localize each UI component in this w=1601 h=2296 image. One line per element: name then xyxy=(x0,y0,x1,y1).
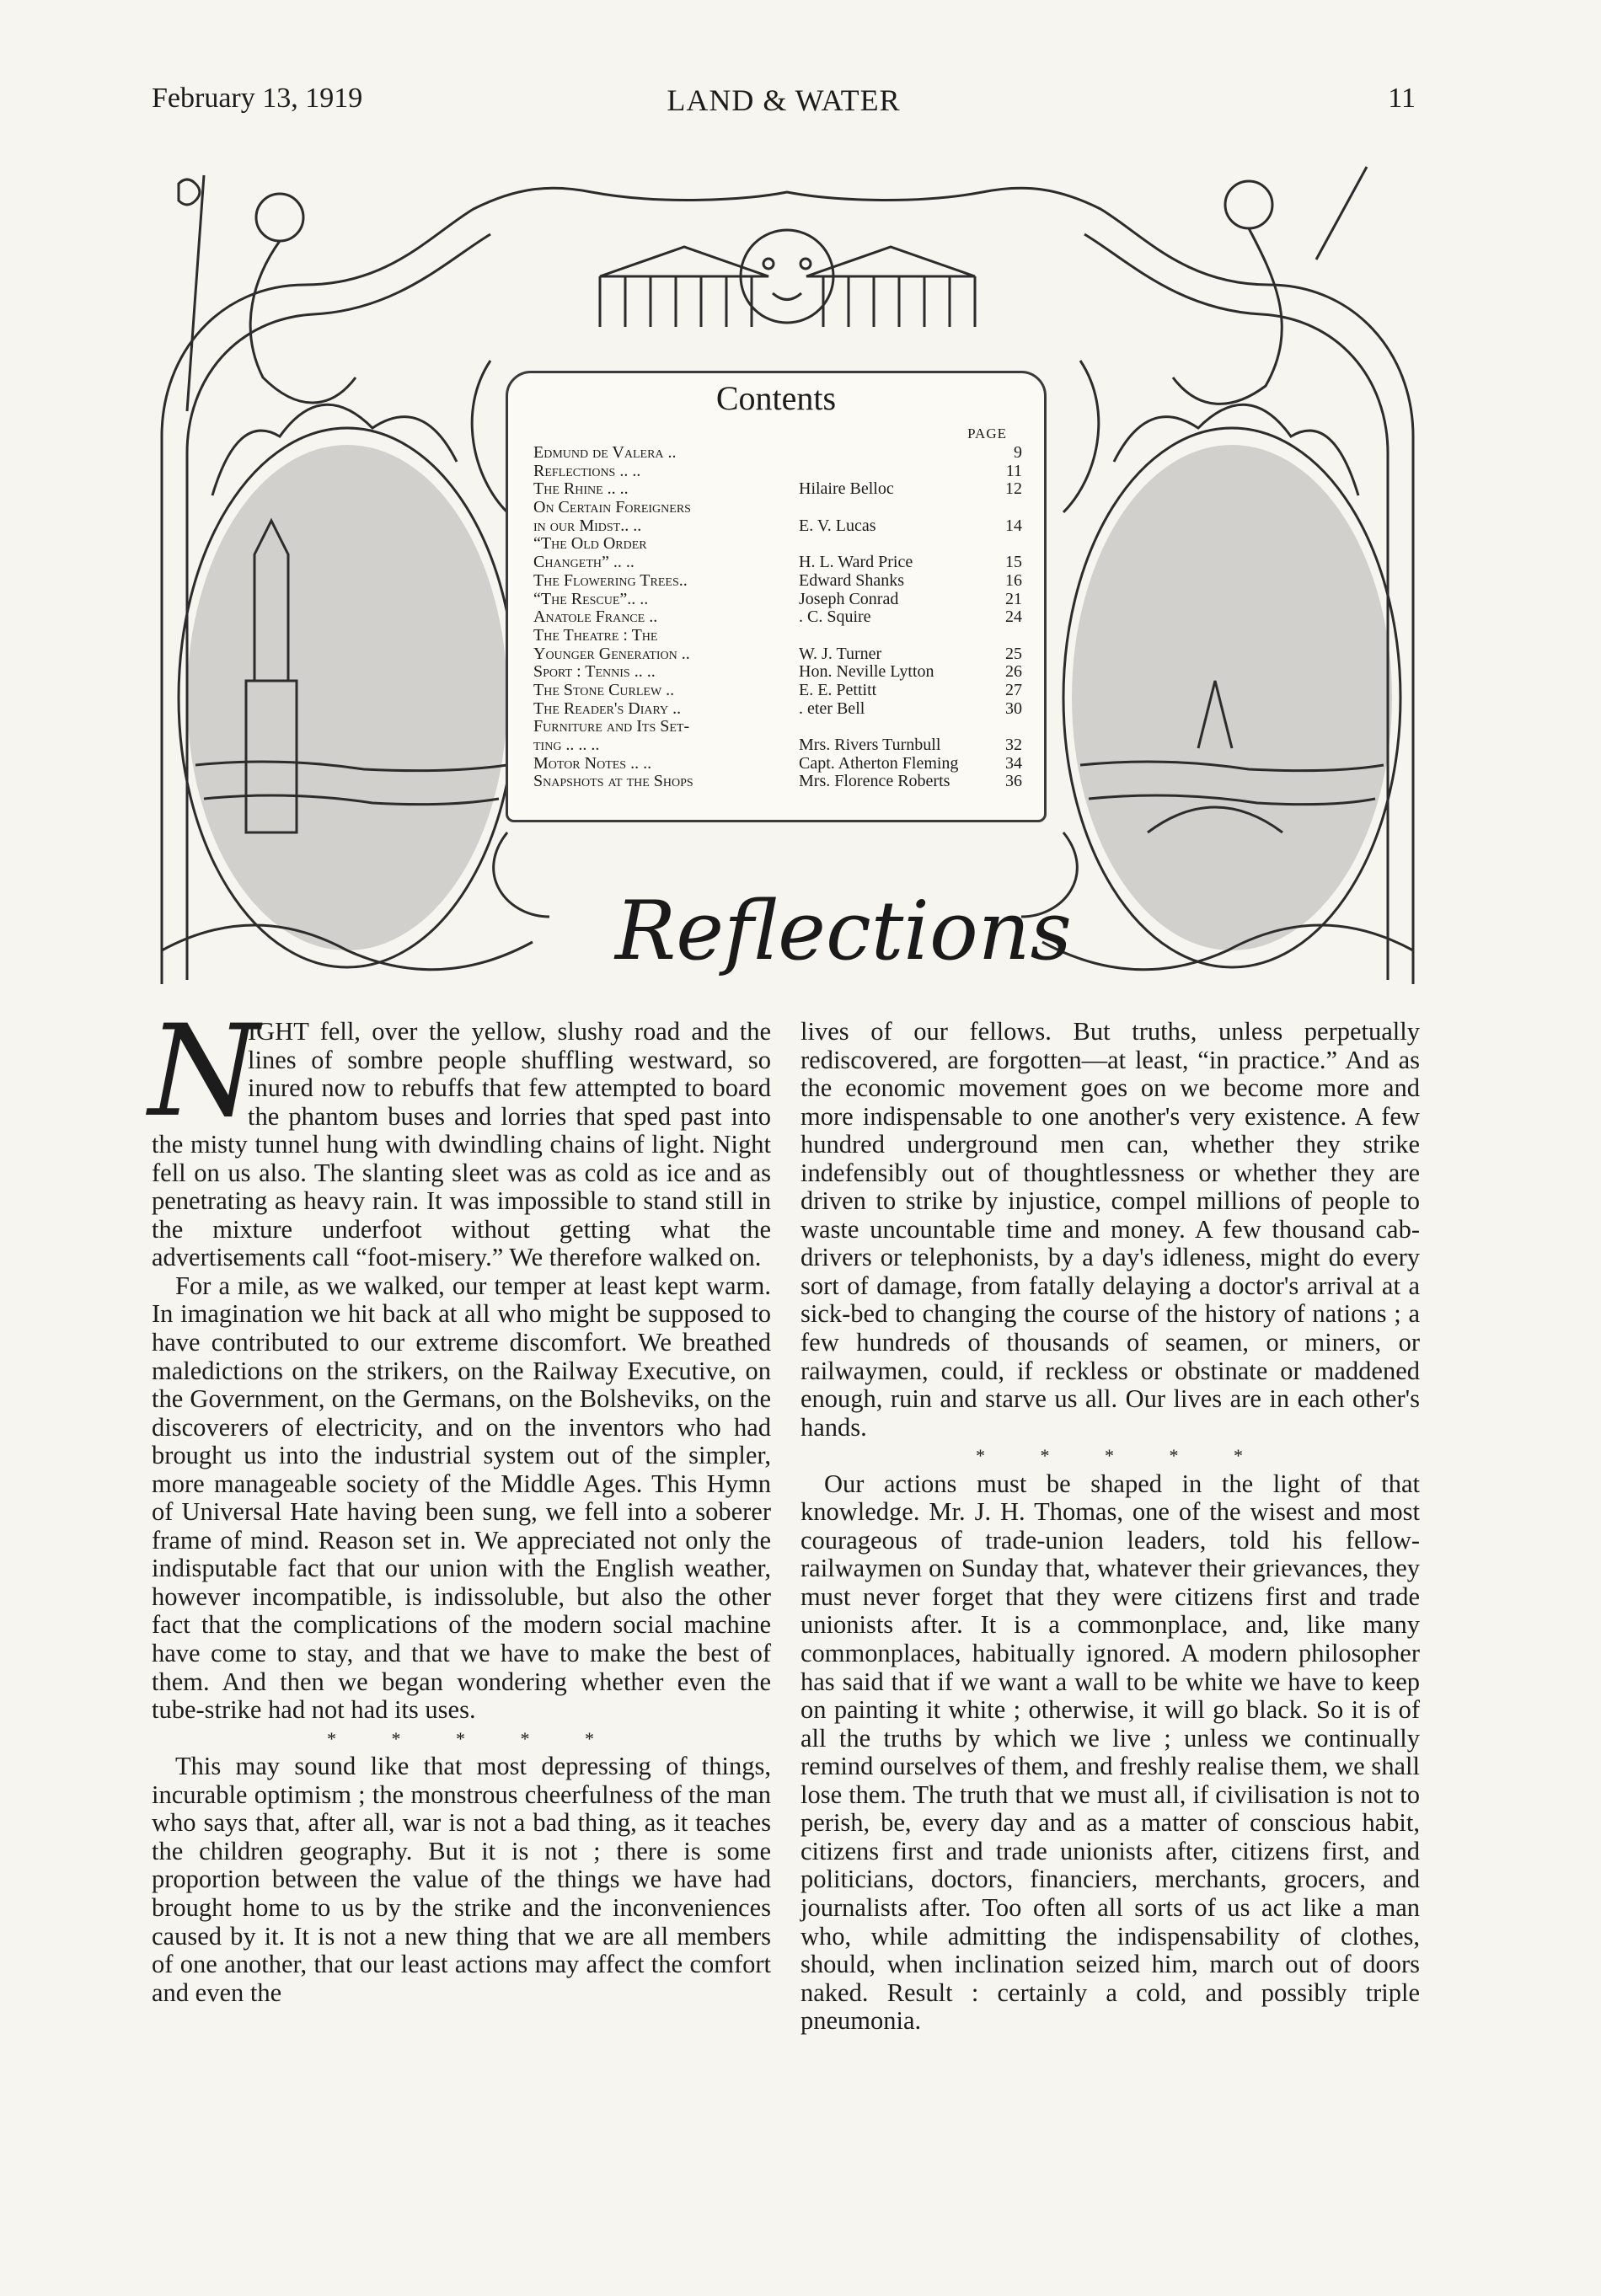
article-paragraph-2: For a mile, as we walked, our temper at least kept warm. In imagination we hit back at all who might be supposed to have contributed to our extreme discomfort. We breathed maledictions on the strikers, on the Railway Executive, on the Government, on the Germans, on the Bolsheviks, on the discoverers of electricity, and on the inventors who had brought us into the industrial system out of the simpler, more manageable society of the Middle Ages. This Hymn of Universal Hate having been sung, we fell into a soberer frame of mind. Reason set in. We appreciated not only the indisputable fact that our union with the English weather, however incompatible, is indissoluble, but also the other fact that the complications of the modern social machine have come to stay, and that we have to make the best of them. And then we began wondering whether even the tube-strike had not had its uses. xyxy=(152,1271,771,1725)
contents-entry-page: 34 xyxy=(1005,753,1022,773)
contents-entry-page xyxy=(997,535,1022,554)
contents-entry-title: ting .. .. .. xyxy=(533,736,600,754)
section-separator: * * * * * xyxy=(976,1445,1268,1467)
drop-cap: N xyxy=(148,998,260,1145)
contents-entry-title: Younger Generation .. xyxy=(533,645,690,663)
contents-entry-page: 11 xyxy=(1005,461,1022,480)
contents-list xyxy=(533,444,1022,791)
article-left-column xyxy=(148,998,771,2007)
contents-entry xyxy=(533,480,1022,499)
contents-entry-page: 21 xyxy=(1005,589,1022,608)
contents-entry xyxy=(533,554,1022,572)
contents-entry xyxy=(533,773,1022,791)
contents-entry xyxy=(533,499,1022,517)
contents-entry-author: H. L. Ward Price xyxy=(799,554,913,572)
contents-entry-title: The Theatre : The xyxy=(533,626,658,645)
contents-entry-author xyxy=(799,627,997,645)
contents-entry-page: 27 xyxy=(1005,680,1022,699)
article-right-column xyxy=(800,1018,1420,2036)
section-separator: * * * * * xyxy=(327,1727,619,1749)
contents-entry-page: 32 xyxy=(1005,736,1022,754)
page-number: 11 xyxy=(1388,83,1416,114)
article-paragraph-4: lives of our fellows. But truths, unless perpetually rediscovered, are forgotten—at least, “in practice.” And as the economic movement goes on we become more and more indispensable to one another's very existence. A few hundred underground men can, whether they strike indefensibly out of thoughtlessness or whether they are driven to strike by injustice, compel millions of people to waste uncountable time and money. A few thousand cab-drivers or telephonists, by a day's idleness, might do every sort of damage, from fatally delaying a doctor's arrival at a sick-bed to changing the course of the history of nations ; a few hundreds of thousands of seamen, or miners, or railwaymen, could, if reckless or obstinate or maddened enough, ruin and starve us all. Our lives are in each other's hands. xyxy=(800,1017,1420,1442)
contents-entry-page: 9 xyxy=(1014,443,1022,462)
contents-entry xyxy=(533,682,1022,700)
contents-entry-author: . C. Squire xyxy=(799,608,871,627)
contents-entry-title: Reflections .. .. xyxy=(533,462,641,480)
contents-entry-title: The Rhine .. .. xyxy=(533,480,629,499)
decorative-illustration xyxy=(153,158,1422,989)
contents-entry xyxy=(533,535,1022,554)
contents-entry-title: The Stone Curlew .. xyxy=(533,681,675,699)
contents-entry-page: 36 xyxy=(1005,772,1022,791)
contents-entry-title: Furniture and Its Set- xyxy=(533,718,690,736)
contents-panel xyxy=(506,371,1047,822)
contents-entry-page: 26 xyxy=(1005,662,1022,682)
contents-entry-author: E. V. Lucas xyxy=(799,516,876,535)
contents-entry-author xyxy=(799,463,997,481)
contents-entry-title: Snapshots at the Shops xyxy=(533,773,693,791)
contents-entry xyxy=(533,517,1022,536)
article-title: Reflections xyxy=(615,884,1072,978)
contents-entry xyxy=(533,444,1022,463)
contents-entry-page xyxy=(997,718,1022,736)
contents-title: Contents xyxy=(715,379,837,417)
contents-entry-author xyxy=(799,535,997,554)
contents-entry-author: Mrs. Rivers Turnbull xyxy=(799,736,941,754)
contents-entry-author: . eter Bell xyxy=(799,699,865,718)
contents-entry-title: Motor Notes .. .. xyxy=(533,754,652,773)
article-paragraph-5: Our actions must be shaped in the light of that knowledge. Mr. J. H. Thomas, one of the wisest and most courageous of trade-union leaders, told his fellow-railwaymen on Sunday that, whatever their grievances, they must never forget that they were citizens first and trade unionists after. It is a commonplace, and, like many commonplaces, habitually ignored. A modern philosopher has said that if we want a wall to be white we have to keep on painting it white ; otherwise, it will go black. So it is of all the truths by which we live ; unless we continually remind ourselves of them, and freshly realise them, we shall lose them. The truth that we must all, if civilisation is not to perish, be, every day and as a matter of conscious habit, citizens first and trade unionists after, citizens first, and politicians, doctors, financiers, merchants, grocers, and journalists after. Too often all sorts of us act like a man who, while admitting the indispensability of clothes, should, when inclination seized him, march out of doors naked. Result : certainly a cold, and possibly triple pneumonia. xyxy=(800,1469,1420,2036)
contents-entry-page: 24 xyxy=(1005,607,1022,627)
contents-entry-author: Capt. Atherton Fleming xyxy=(799,754,959,773)
contents-entry-title: Anatole France .. xyxy=(533,608,658,627)
contents-entry-title: The Flowering Trees.. xyxy=(533,571,688,590)
contents-entry xyxy=(533,718,1022,736)
issue-date: February 13, 1919 xyxy=(152,83,363,114)
contents-entry-author: E. E. Pettitt xyxy=(799,681,877,699)
contents-entry-author: Edward Shanks xyxy=(799,571,904,590)
contents-entry-page: 25 xyxy=(1005,644,1022,663)
contents-entry-title: in our Midst.. .. xyxy=(533,516,642,535)
contents-entry-author: Hilaire Belloc xyxy=(799,480,894,499)
contents-entry xyxy=(533,608,1022,627)
page-header xyxy=(152,83,1416,125)
contents-entry-page: 15 xyxy=(1005,553,1022,572)
contents-entry-author: Joseph Conrad xyxy=(799,590,899,608)
contents-entry-author xyxy=(799,499,997,517)
contents-entry-page: 16 xyxy=(1005,570,1022,590)
contents-entry-title: Changeth” .. .. xyxy=(533,554,635,572)
contents-entry-author xyxy=(799,718,997,736)
contents-entry xyxy=(533,627,1022,645)
contents-entry-author: Hon. Neville Lytton xyxy=(799,663,934,682)
contents-entry-title: The Reader's Diary .. xyxy=(533,699,682,718)
contents-entry xyxy=(533,736,1022,755)
contents-entry xyxy=(533,645,1022,664)
article-paragraph-3: This may sound like that most depressing of things, incurable optimism ; the monstrous cheerfulness of the man who says that, after all, war is not a bad thing, as it teaches the children geography. But it is not ; there is some proportion between the value of the things we have had brought home to us by the strike and the inconveniences caused by it. It is not a new thing that we are all members of one another, that our least actions may affect the comfort and even the xyxy=(152,1752,771,2007)
contents-entry-title: “The Old Order xyxy=(533,535,647,554)
contents-entry-author xyxy=(799,444,997,463)
contents-entry-title: Edmund de Valera .. xyxy=(533,444,677,462)
contents-entry-title: On Certain Foreigners xyxy=(533,499,691,517)
contents-page-label: PAGE xyxy=(967,425,1007,442)
contents-entry-author: W. J. Turner xyxy=(799,645,882,663)
masthead: LAND & WATER xyxy=(667,83,901,117)
contents-entry xyxy=(533,572,1022,591)
contents-entry-page: 30 xyxy=(1005,698,1022,718)
contents-entry-page: 14 xyxy=(1005,516,1022,535)
contents-entry xyxy=(533,463,1022,481)
contents-entry xyxy=(533,700,1022,719)
contents-entry xyxy=(533,755,1022,773)
contents-entry-page xyxy=(997,627,1022,645)
contents-entry xyxy=(533,591,1022,609)
article-paragraph-1: N IGHT fell, over the yellow, slushy road and the lines of sombre people shuffling westward, so inured now to rebuffs that few attempted to board the phantom buses and lorries that sped past into the misty tunnel hung with dwindling chains of light. Night fell on us also. The slanting sleet was as cold as ice and as penetrating as heavy rain. It was impossible to stand still in the mixture underfoot without getting what the advertisements call “foot-misery.” We therefore walked on. xyxy=(148,998,771,1272)
contents-entry-title: “The Rescue”.. .. xyxy=(533,590,649,608)
contents-entry-page xyxy=(997,499,1022,517)
contents-entry-author: Mrs. Florence Roberts xyxy=(799,773,950,791)
contents-entry-page: 12 xyxy=(1005,479,1022,499)
contents-entry xyxy=(533,663,1022,682)
contents-entry-title: Sport : Tennis .. .. xyxy=(533,663,656,682)
